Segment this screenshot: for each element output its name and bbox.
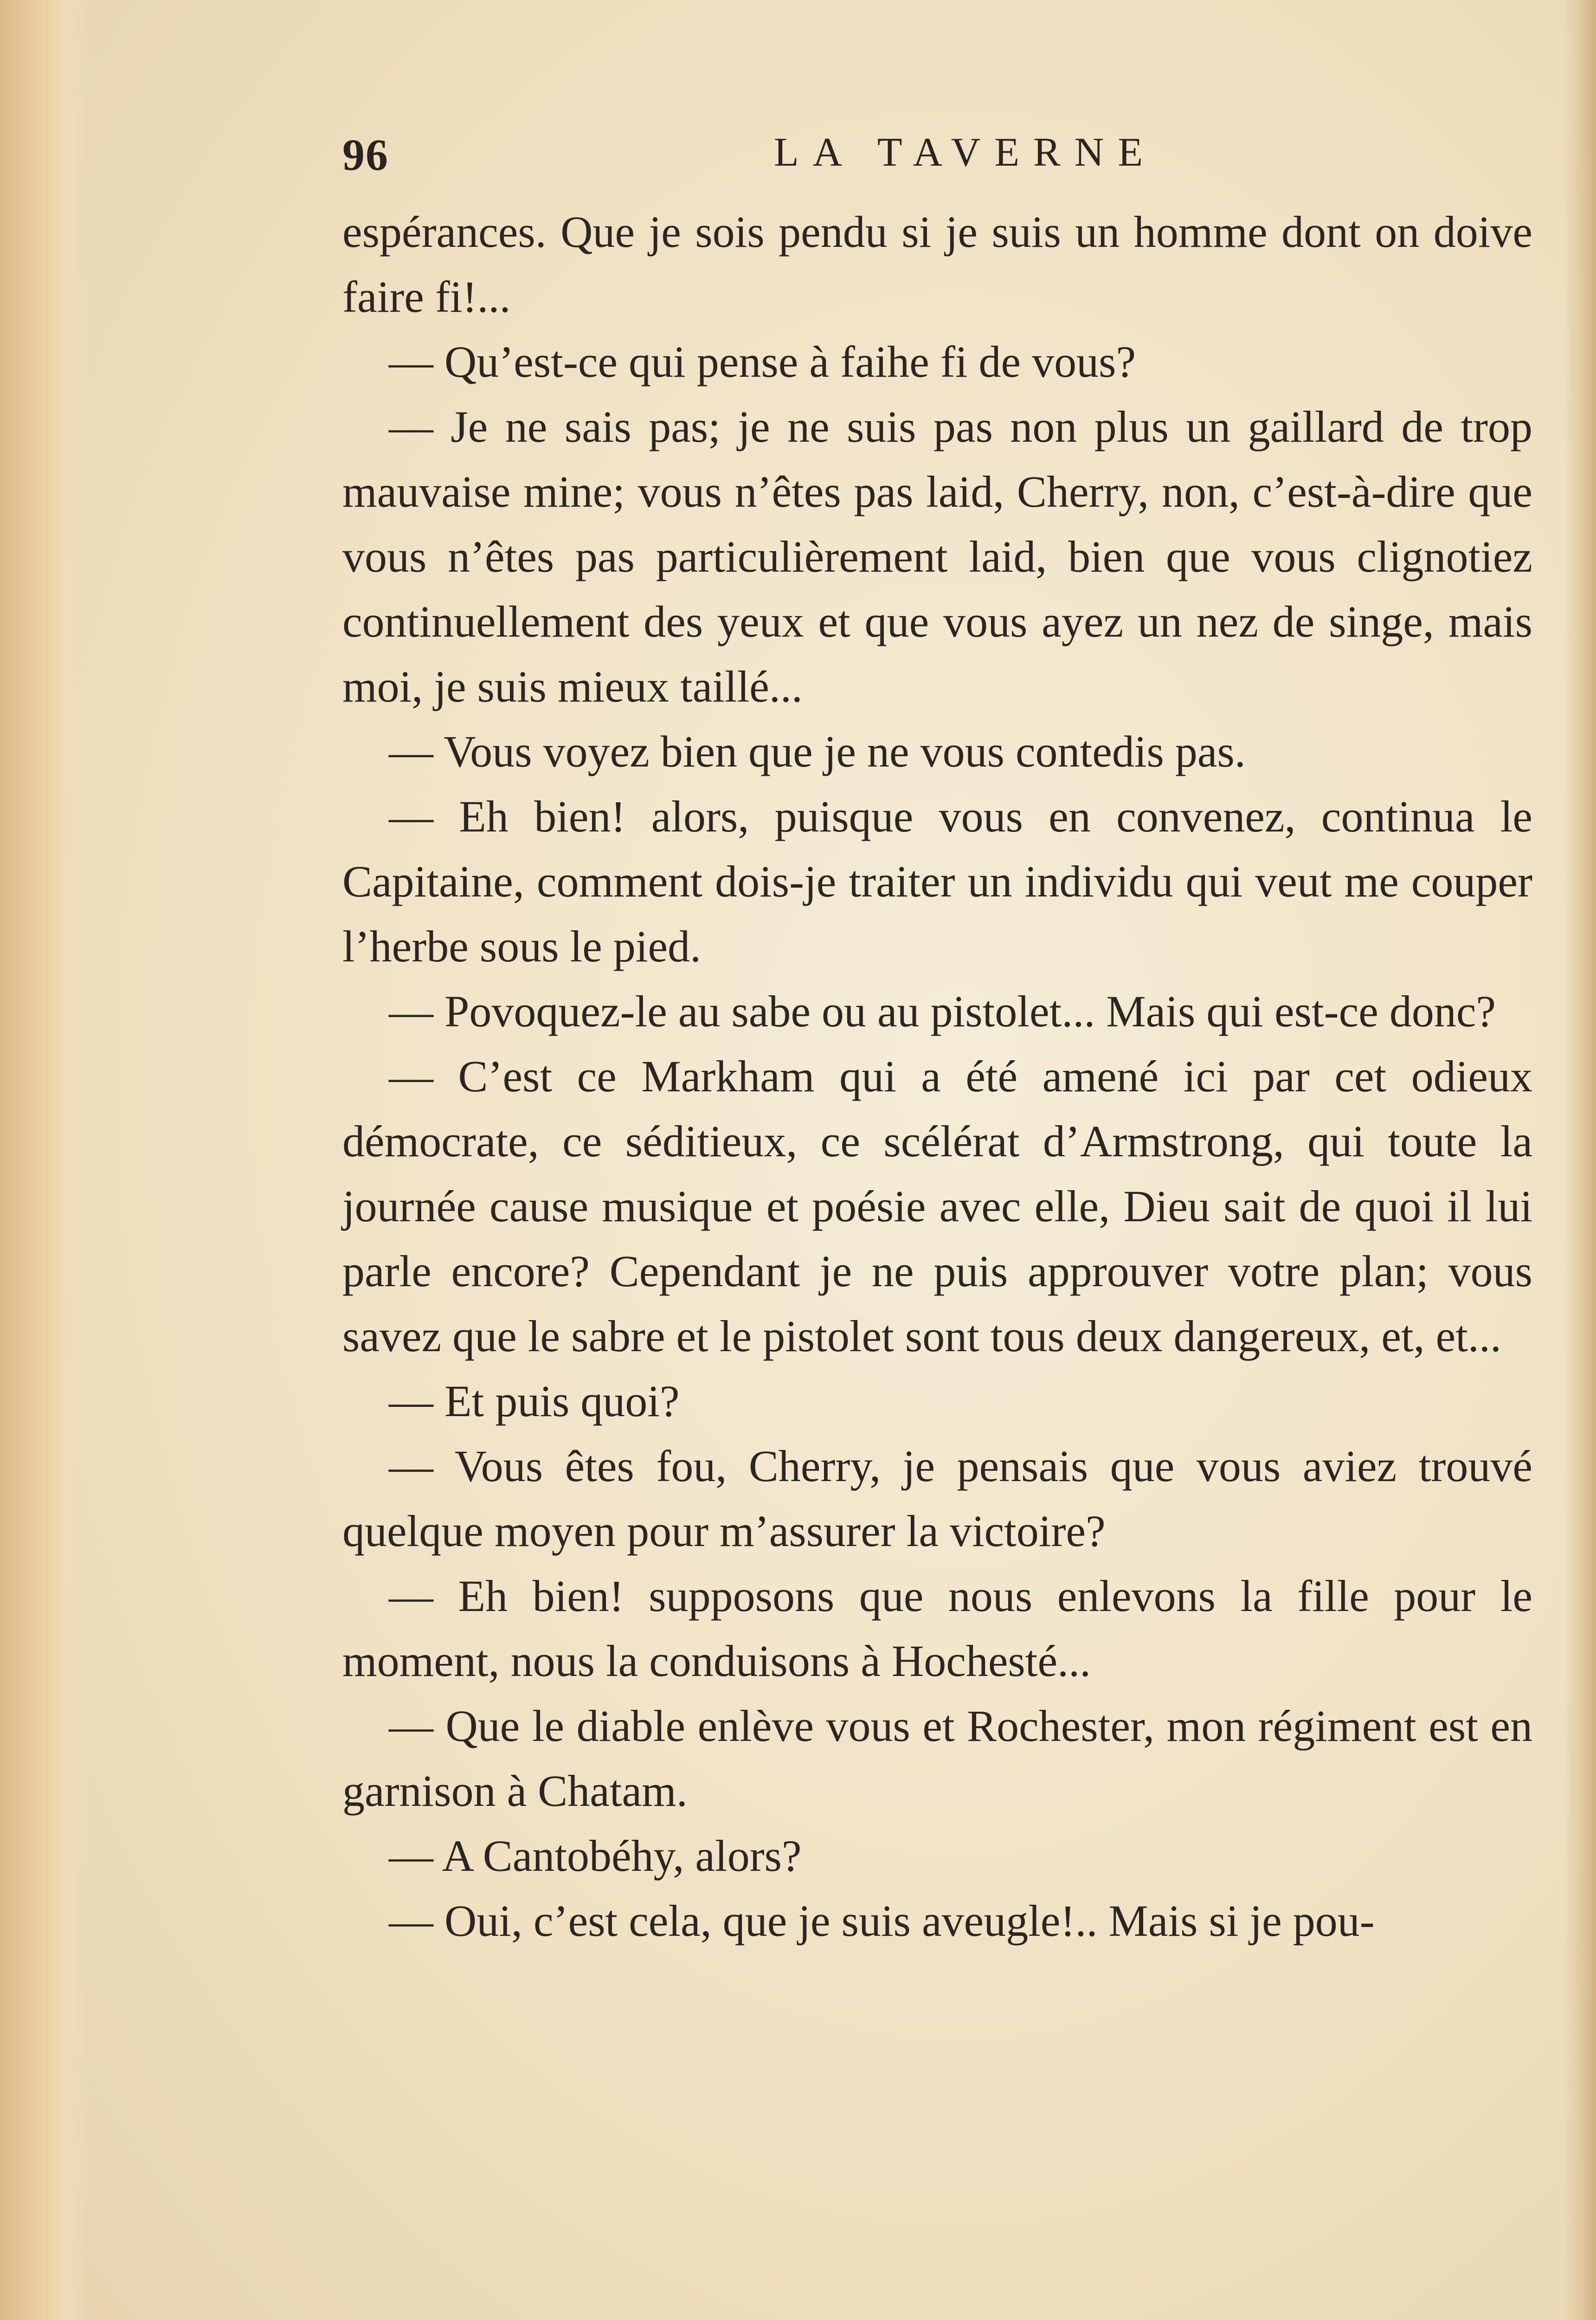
paragraph: espérances. Que je sois pendu si je suis un homme dont on doive faire fi!... — [342, 207, 1532, 322]
paragraph: — Vous êtes fou, Cherry, je pensais que vous aviez trouvé quelque moyen pour m’assurer la victoire? — [342, 1441, 1532, 1556]
paragraph: — Eh bien! alors, puisque vous en convenez, continua le Capitaine, comment dois-je traiter un individu qui veut me couper l’herbe sous le pied. — [342, 792, 1532, 971]
running-title: LA TAVERNE — [774, 130, 1157, 175]
page-number: 96 — [342, 130, 389, 180]
paragraph: — Qu’est-ce qui pense à faihe fi de vous? — [389, 337, 1136, 387]
paragraph: — Je ne sais pas; je ne suis pas non plus un gaillard de trop mauvaise mine; vous n’êtes pas laid, Cherry, non, c’est-à-dire que vous n’êtes pas particulièrement laid, bien que vous clignotiez continuellement des yeux et que vous ayez un nez de singe, mais moi, je suis mieux taillé... — [342, 402, 1532, 711]
page-edge — [1564, 0, 1596, 2320]
page-gutter — [0, 0, 88, 2320]
body-text — [342, 200, 1532, 1953]
paragraph: — Oui, c’est cela, que je suis aveugle!.. Mais si je pou- — [389, 1896, 1375, 1946]
paragraph: — Et puis quoi? — [389, 1376, 680, 1426]
paragraph: — Vous voyez bien que je ne vous contedis pas. — [389, 727, 1246, 776]
paragraph: — Que le diable enlève vous et Rochester, mon régiment est en garnison à Chatam. — [342, 1701, 1532, 1816]
paragraph: — Eh bien! supposons que nous enlevons la fille pour le moment, nous la conduisons à Hochesté... — [342, 1571, 1532, 1686]
paragraph: — Povoquez-le au sabe ou au pistolet... Mais qui est-ce donc? — [389, 986, 1496, 1036]
paragraph: — A Cantobéhy, alors? — [389, 1831, 802, 1881]
paragraph: — C’est ce Markham qui a été amené ici par cet odieux démocrate, ce séditieux, ce scélérat d’Armstrong, qui toute la journée cause musique et poésie avec elle, Dieu sait de quoi il lui parle encore? Cependant je ne puis approuver votre plan; vous savez que le sabre et le pistolet sont tous deux dangereux, et, et... — [342, 1051, 1532, 1361]
running-head — [342, 124, 1563, 189]
